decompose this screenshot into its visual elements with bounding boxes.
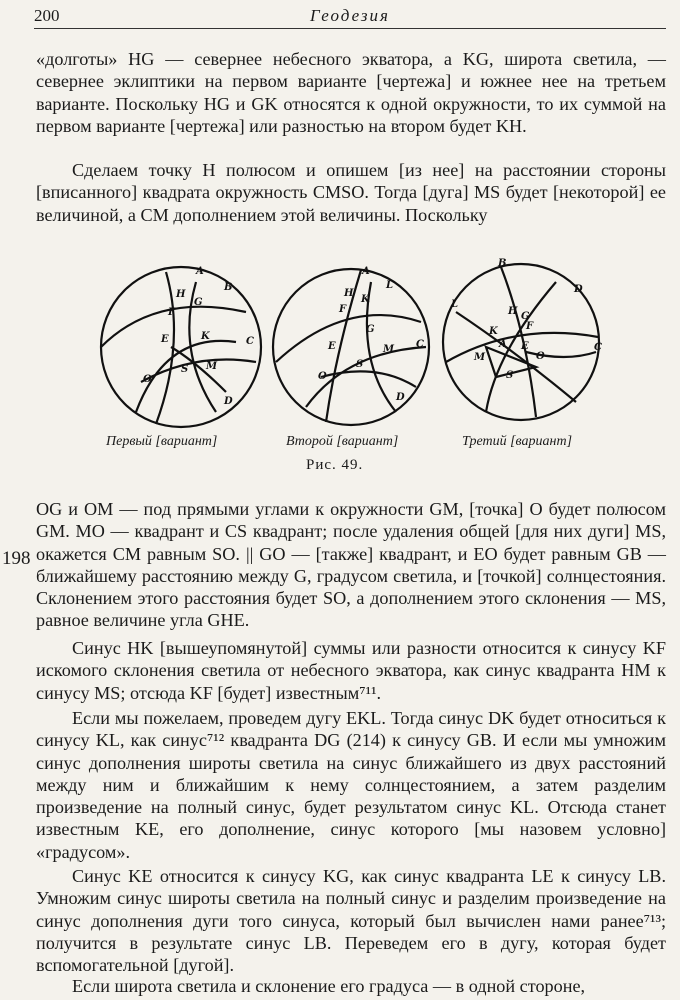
variant-label-second: Второй [вариант] <box>286 434 399 449</box>
point-label: D <box>574 284 583 295</box>
paragraph-2: Сделаем точку H полюсом и опишем [из нее] на расстоянии стороны [вписанного] квадрата окружность CMSO. Тогда [дуга] MS будет [некоторой] ее величиной, а CM дополнением этой величины. Поскольку <box>36 160 666 225</box>
paragraph-7: Если широта светила и склонение его градуса — в одной стороне, <box>72 976 586 996</box>
page-number: 200 <box>34 6 60 25</box>
point-label: E <box>521 341 529 352</box>
figure-caption: Рис. 49. <box>306 457 364 473</box>
point-label: K <box>489 326 498 337</box>
point-label: E <box>161 334 169 345</box>
point-label: F <box>526 321 534 332</box>
spherical-diagrams <box>96 252 616 432</box>
point-label: S <box>506 370 514 381</box>
point-label: C <box>246 336 254 347</box>
point-label: B <box>498 258 507 269</box>
point-label: E <box>328 341 336 352</box>
paragraph-3: OG и OM — под прямыми углами к окружности GM, [точка] O будет полюсом GM. MO — квадрант и CS квадрант; после удаления общей [для них дуги] MS, окажется CM равным SO. || GO — [также] квадрант, и EO будет равным GB — ближайшему расстоянию между G, градусом светила, и [точкой] солнцестояния. Склонением этого расстояния будет SO, а дополнением этого склонения — MS, равное величине угла GHE. <box>36 499 666 631</box>
point-label: A <box>196 266 204 277</box>
figure-49 <box>96 252 616 484</box>
margin-page-number: 198 <box>2 548 31 569</box>
diagram-2-arc <box>321 371 416 387</box>
point-label: G <box>521 311 530 322</box>
point-label: A <box>362 266 370 277</box>
point-label: O <box>536 351 545 362</box>
point-label: G <box>194 297 203 308</box>
running-title: Геодезия <box>310 6 390 25</box>
point-label: L <box>451 299 459 310</box>
point-label: C <box>416 339 424 350</box>
point-label: O <box>318 371 327 382</box>
point-label: S <box>356 359 364 370</box>
paragraph-4: Синус HK [вышеупомянутой] суммы или разности относится к синусу KF искомого склонения светила от небесного экватора, как синус квадранта HM к синусу MS; отсюда KF [будет] известным⁷¹¹. <box>36 638 666 703</box>
point-label: D <box>224 396 233 407</box>
point-label: M <box>474 352 486 363</box>
variant-label-first: Первый [вариант] <box>106 434 218 449</box>
point-label: H <box>508 306 518 317</box>
point-label: H <box>176 289 186 300</box>
point-label: M <box>383 344 395 355</box>
point-label: B <box>224 282 233 293</box>
point-label: A <box>499 339 507 350</box>
point-label: S <box>181 364 189 375</box>
point-label: O <box>143 374 152 385</box>
point-label: C <box>594 342 602 353</box>
paragraph-5: Если мы пожелаем, проведем дугу EKL. Тогда синус DK будет относиться к синусу KL, как синус⁷¹² квадранта DG (214) к синусу GB. И если мы умножим синус дополнения широты светила на синус ближайшего из двух расстояний между ним и ближайшим к нему солнцестоянием, а затем разделим произведение на полный синус, будет результатом синус KL. Отсюда станет известным KE, его дополнение, синус которого [мы назовем условно] «градусом». <box>36 708 666 862</box>
variant-label-third: Третий [вариант] <box>462 434 573 449</box>
diagram-1-arc <box>171 347 226 392</box>
point-label: L <box>386 280 394 291</box>
point-label: K <box>201 331 210 342</box>
point-label: F <box>168 307 176 318</box>
point-label: H <box>344 288 354 299</box>
diagram-2-arc <box>276 315 421 362</box>
paragraph-1: «долготы» HG — севернее небесного экватора, а KG, широта светила, — севернее эклиптики на первом варианте [чертежа] и южнее нее на третьем варианте. Поскольку HG и GK относятся к одной окружности, то их суммой на первом варианте [чертежа] или разностью на втором будет KH. <box>36 49 666 136</box>
page-header <box>34 2 666 29</box>
point-label: D <box>396 392 405 403</box>
point-label: G <box>366 324 375 335</box>
paragraph-6: Синус KE относится к синусу KG, как синус квадранта LE к синусу LB. Умножим синус широты светила на полный синус и разделим произведение на синус дополнения дуги того синуса, который был вычислен нами ранее⁷¹³; получится в результате синус LB. Переведем его в дугу, которая будет вспомогательной [дугой]. <box>36 866 666 976</box>
point-label: M <box>206 361 218 372</box>
point-label: K <box>361 294 370 305</box>
point-label: F <box>339 304 347 315</box>
